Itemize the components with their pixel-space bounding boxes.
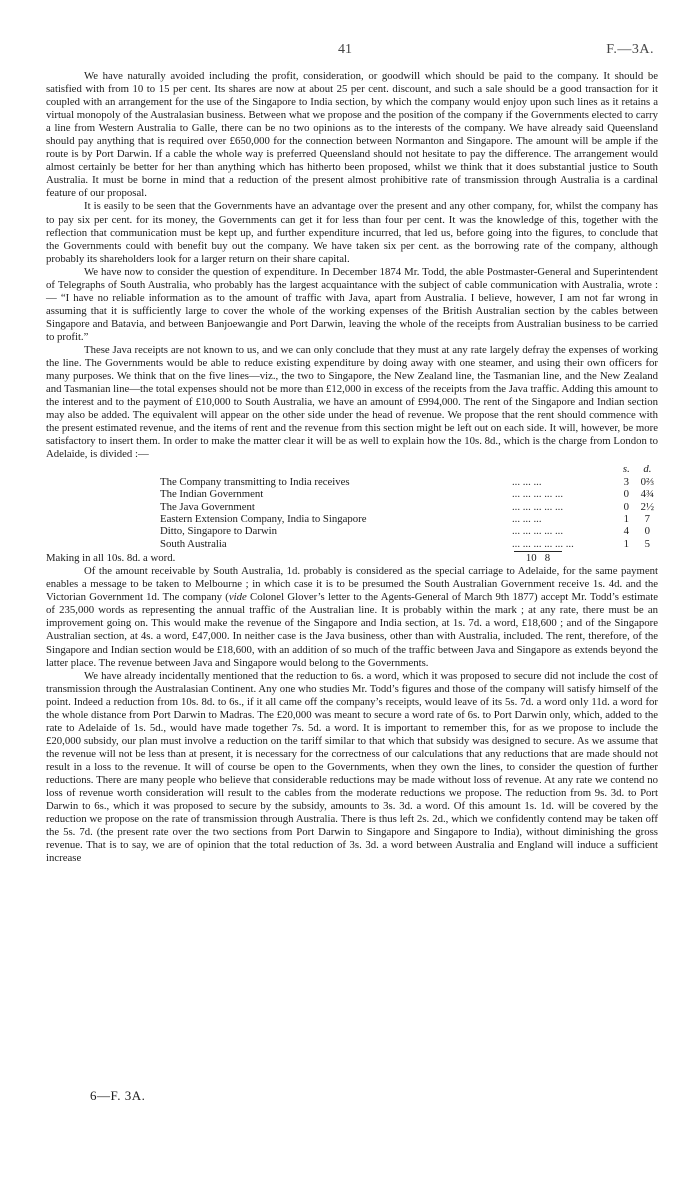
paragraph: We have now to consider the question of expenditure. In December 1874 Mr. Todd, the able Postmaster-General and Superintendent of Telegraphs of South Australia, who probably has the largest acquaintance with the subject of cable communication with Australia, wrote :— “I have no reliable information as to the amount of traffic with Java, apart from Australia. I believe, however, I am not far wrong in assuming that it is sufficiently large to cover the whole of the working expenses of the British Australian section by the cables between Singapore and Batavia, and between Banjoewangie and Port Darwin, leaving the whole of the receipts from Australian business to be carried to profit.” — [46, 265, 658, 343]
charge-shillings: 4 — [623, 525, 630, 538]
pence-column-header: d. — [643, 463, 652, 476]
paragraph: It is easily to be seen that the Governments have an advantage over the present and any other company, for, whilst the company has to pay six per cent. for its money, the Governments can get it for less than four per cent. It was the knowledge of this, together with the reflection that communication must be kept up, and further expenditure incurred, that led us, before going into the figures, to conclude that the Governments could with benefit buy out the company. We have taken six per cent. as the borrowing rate of the company, although probably its shareholders look for a larger return on their share capital. — [46, 200, 658, 265]
total-shillings: 10 — [525, 552, 537, 565]
charge-pence: 2½ — [640, 500, 655, 513]
leader-dots: ... ... ... ... ... — [511, 500, 564, 513]
signature-mark: 6—F. 3A. — [90, 1088, 146, 1103]
charge-shillings: 3 — [623, 475, 630, 488]
charge-pence: 7 — [644, 513, 651, 526]
table-row — [46, 476, 658, 488]
charge-label: Eastern Extension Company, India to Singapore — [160, 513, 367, 526]
table-row — [46, 513, 658, 525]
leader-dots: ... ... ... ... ... — [511, 525, 564, 538]
table-row — [46, 525, 658, 537]
table-row — [46, 501, 658, 513]
page-number: 41 — [338, 42, 352, 57]
charge-shillings: 0 — [623, 488, 630, 501]
total-pence: 8 — [544, 552, 551, 565]
italic-text: vide — [228, 591, 247, 604]
leader-dots: ... ... ... ... ... — [511, 488, 564, 501]
total-value — [514, 551, 562, 565]
charge-shillings: 0 — [623, 500, 630, 513]
charge-pence: 0 — [644, 525, 651, 538]
paragraph — [46, 565, 658, 669]
paragraph-text: Of the amount receivable by South Australia, 1d. probably is considered as the special carriage to Adelaide, for the same payment enables a message to be taken to Melbourne ; in which case it is to be presumed the South Australian Government receive 1s. 4d. and the Victorian Government 1d. The company ( — [46, 565, 658, 604]
paragraph-text: Colonel Glover’s letter to the Agents-General of March 9th 1877) accept Mr. Todd’s estimate of 235,000 words as representing the annual traffic of the Australian line. It is probably within the mark ; at any rate, there must be an improvement going on. This would make the revenue of the Singapore and India section, at 1s. 7d. a word, £18,600 ; and of the Singapore Australian section, at 4s. a word, £47,000. In neither case is the Java business, other than with Australia, included. The rent, therefore, of the Singapore and Indian section would be £18,600, with an addition of so much of the traffic between Java and Singapore as extends beyond the latter place. The revenue between Java and Singapore would belong to the Governments. — [46, 591, 658, 669]
charge-label: Ditto, Singapore to Darwin — [160, 525, 278, 538]
paragraph: These Java receipts are not known to us, and we can only conclude that they must at any rate largely defray the expenses of working the line. The Governments would be able to reduce existing expenditure by doing away with one steamer, and using their own officers for many purposes. We think that on the five lines—viz., the two to Singapore, the New Zealand line, the Tasmanian line, and the New Zealand and Tasmanian line—the total expenses should not be more than £12,000 in excess of the receipts from the Java traffic. Adding this amount to the interest and to the payment of £10,000 to South Australia, we have an amount of £994,000. The rent of the Singapore and Indian section may also be added. The equivalent will appear on the other side under the head of revenue. We propose that the rent should commence with the present estimated revenue, and the items of rent and the revenue from this section might be left out on each side. It will, however, be more satisfactory to insert them. In order to make the matter clear it will be as well to explain how the 10s. 8d., which is the charge from London to Adelaide, is divided :— — [46, 343, 658, 461]
charge-pence: 4¾ — [640, 488, 655, 501]
leader-dots: ... ... ... — [511, 513, 542, 526]
body-text — [46, 70, 658, 865]
charge-pence: 0⅔ — [640, 475, 655, 488]
paragraph: We have already incidentally mentioned that the reduction to 6s. a word, which it was proposed to secure did not include the cost of transmission through the Australasian Continent. Any one who studies Mr. Todd’s figures and those of the company will satisfy himself of the point. Indeed a reduction from 10s. 8d. to 6s., if it all came off the company’s receipts, would leave of its 5s. 7d. a word only 11d. a word for the whole distance from Port Darwin to Madras. The £20,000 was meant to secure a word rate of 6s. to Port Darwin only, which, added to the rate to Adelaide of 1s. 5d., would have made together 7s. 5d. a word. It is important to remember this, for as we propose to include the £20,000 subsidy, our plan must involve a reduction on the tariff similar to that which that subsidy was designed to secure. As we assume that the revenue will not be less than at present, it is necessary for the correctness of our calculations that any reductions that are made should not result in a loss to the revenue. It will of course be open to the Governments, when they own the lines, to consider the question of further reductions. There are many people who believe that considerable reductions may be made without loss of revenue. At any rate we contend no loss of revenue worth consideration will result to the cables from the moderate reductions we propose. The reduction from 9s. 3d. to Port Darwin to 6s., which it was proposed to secure by the subsidy, amounts to 3s. 3d. a word. Of this amount 1s. 1d. will be covered by the reduction we propose on the rate of transmission through Australia. There is thus left 2s. 2d., which we confidently contend may be taken off the 5s. 7d. (the present rate over the two sections from Port Darwin to Singapore and Singapore to India), without diminishing the gross revenue. That is to say, we are of opinion that the total reduction of 3s. 3d. a word between Australia and England will induce a sufficient increase — [46, 669, 658, 865]
table-row — [46, 488, 658, 500]
charge-label: South Australia — [160, 537, 227, 550]
charge-pence: 5 — [644, 537, 651, 550]
charges-table — [46, 463, 658, 550]
leader-dots: ... ... ... ... ... ... — [511, 537, 574, 550]
document-reference: F.—3A. — [606, 42, 654, 57]
shillings-column-header: s. — [622, 463, 630, 476]
charges-header-row — [46, 463, 658, 475]
total-label: Making in all 10s. 8d. a word. — [46, 552, 176, 565]
charge-shillings: 1 — [623, 513, 630, 526]
charge-label: The Company transmitting to India receives — [160, 475, 350, 488]
charges-total-line — [46, 551, 658, 565]
charge-label: The Indian Government — [160, 488, 264, 501]
leader-dots: ... ... ... — [511, 475, 542, 488]
charge-shillings: 1 — [623, 537, 630, 550]
table-row — [46, 538, 658, 550]
paragraph: We have naturally avoided including the profit, consideration, or goodwill which should be paid to the company. It should be satisfied with from 10 to 15 per cent. Its shares are now at about 25 per cent. discount, and such a sale should be a good transaction for it coupled with an arrangement for the use of the Singapore to India section, by which the company would enjoy upon such lines as it retains a virtual monopoly of the Australasian business. Between what we propose and the position of the company if the Governments elected to carry a line from Western Australia to Galle, there can be no two opinions as to the interests of the company. We have already said Queensland should pay anything that is required over £650,000 for the connection between Normanton and Singapore. The amount will be ample if the route is by Port Darwin. If a cable the whole way is preferred Queensland should not hesitate to pay the difference. The arrangement would almost certainly be better for her than anything which has hitherto been proposed, whilst we think that it does substantial justice to South Australia. It must be borne in mind that a reduction of the present almost prohibitive rate of transmission through Australia is a cardinal feature of our proposal. — [46, 70, 658, 200]
charge-label: The Java Government — [160, 500, 255, 513]
